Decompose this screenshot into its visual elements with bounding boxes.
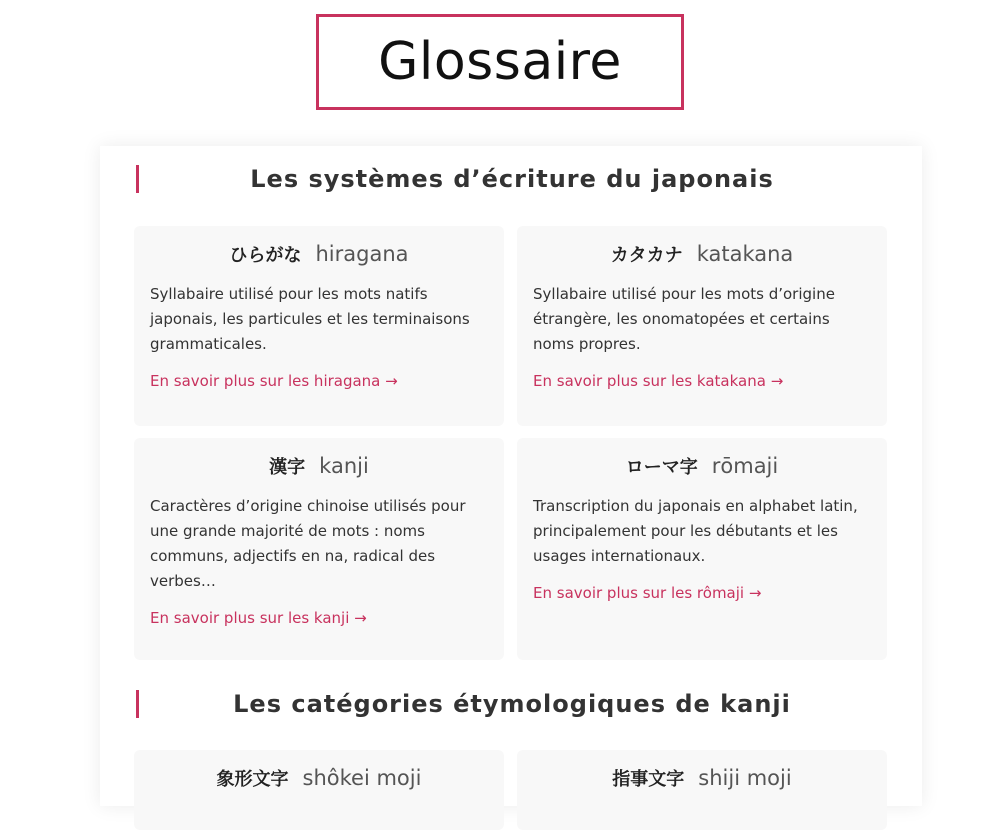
page-title: Glossaire xyxy=(378,32,622,92)
card-description: Transcription du japonais en alphabet latin, principalement pour les débutants et les usages internationaux. xyxy=(533,497,858,565)
card-hiragana xyxy=(134,226,504,426)
section-heading-text: Les catégories étymologiques de kanji xyxy=(233,690,791,718)
section-accent-bar xyxy=(136,165,139,193)
section-accent-bar xyxy=(136,690,139,718)
card-kanji xyxy=(134,438,504,660)
card-description: Syllabaire utilisé pour les mots d’origine étrangère, les onomatopées et certains noms propres. xyxy=(533,285,835,353)
card-title xyxy=(533,240,871,268)
learn-more-katakana-link[interactable]: En savoir plus sur les katakana → xyxy=(533,372,784,390)
card-description: Caractères d’origine chinoise utilisés pour une grande majorité de mots : noms communs, adjectifs en na, radical des verbes… xyxy=(150,497,466,590)
card-title-romaji: hiragana xyxy=(315,242,409,266)
learn-more-kanji-link[interactable]: En savoir plus sur les kanji → xyxy=(150,609,367,627)
card-description: Syllabaire utilisé pour les mots natifs japonais, les particules et les terminaisons grammaticales. xyxy=(150,285,470,353)
card-romaji xyxy=(517,438,887,660)
card-title xyxy=(533,452,871,480)
card-title-romaji: rōmaji xyxy=(711,454,779,478)
card-title-japanese: カタカナ xyxy=(610,245,683,266)
page-title-box xyxy=(316,14,684,110)
section-heading-text: Les systèmes d’écriture du japonais xyxy=(250,165,774,193)
card-title-romaji: kanji xyxy=(319,454,369,478)
card-title-japanese: ローマ字 xyxy=(625,457,698,478)
card-title-romaji: katakana xyxy=(696,242,794,266)
card-title xyxy=(150,764,488,792)
card-shokei-moji xyxy=(134,750,504,830)
learn-more-romaji-link[interactable]: En savoir plus sur les rômaji → xyxy=(533,584,762,602)
section-heading-etymological-categories xyxy=(136,687,888,721)
learn-more-hiragana-link[interactable]: En savoir plus sur les hiragana → xyxy=(150,372,398,390)
card-katakana xyxy=(517,226,887,426)
section-heading-writing-systems xyxy=(136,162,888,196)
card-title-japanese: 象形文字 xyxy=(216,769,289,790)
card-title-japanese: 指事文字 xyxy=(612,769,685,790)
card-title-romaji: shiji moji xyxy=(698,766,792,790)
card-shiji-moji xyxy=(517,750,887,830)
content-panel xyxy=(100,146,922,806)
card-title-japanese: 漢字 xyxy=(269,457,306,478)
card-title-japanese: ひらがな xyxy=(229,245,302,266)
card-title xyxy=(150,452,488,480)
card-title-romaji: shôkei moji xyxy=(302,766,422,790)
card-title xyxy=(533,764,871,792)
card-title xyxy=(150,240,488,268)
